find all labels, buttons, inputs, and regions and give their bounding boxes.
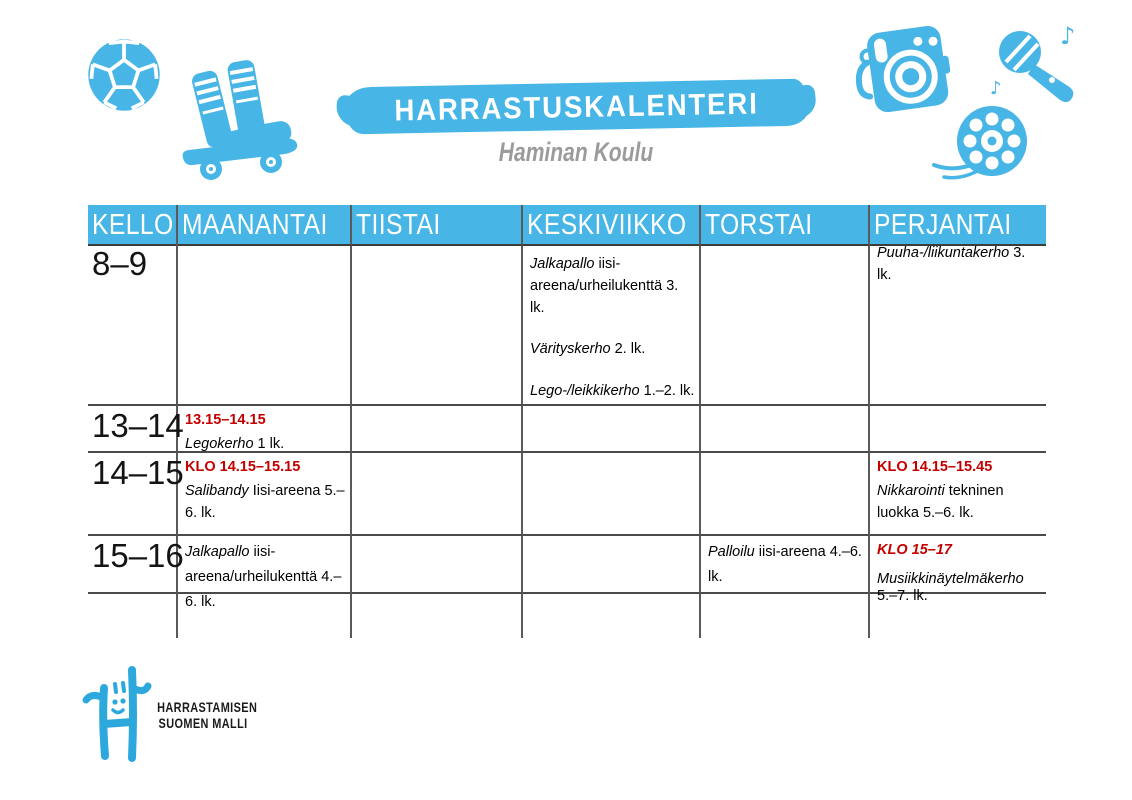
cell-fri-14-15 bbox=[870, 453, 1046, 536]
cell-empty-wed bbox=[523, 594, 701, 638]
cell-mon-15-16 bbox=[178, 536, 352, 610]
header-maanantai: MAANANTAI bbox=[178, 205, 352, 246]
event-lego-club: 13.15–14.15 Legokerho 1 lk. bbox=[185, 412, 285, 452]
cell-wed-13-14 bbox=[523, 406, 701, 453]
cell-fri-15-16 bbox=[870, 536, 1046, 605]
event-football-3lk: Jalkapallo iisi-areena/urheilukenttä 3. lk. bbox=[530, 256, 679, 316]
cell-tue-15-16 bbox=[352, 536, 523, 594]
logo-line1: HARRASTAMISEN bbox=[157, 699, 258, 715]
harrastamisen-suomen-malli-logo-icon bbox=[80, 658, 152, 766]
cell-wed-8-9 bbox=[523, 246, 701, 406]
logo-line2: SUOMEN MALLI bbox=[158, 715, 248, 732]
event-floorball: KLO 14.15–15.15 Salibandy Iisi-areena 5.–6. lk. bbox=[185, 459, 345, 521]
event-carpentry: KLO 14.15–15.45 Nikkarointi tekninen luokka 5.–6. lk. bbox=[877, 459, 1004, 521]
header-keskiviikko: KESKIVIIKKO bbox=[523, 205, 701, 246]
time-label-14-15: 14–15 bbox=[88, 453, 178, 536]
event-lego-play-club: Lego-/leikkikerho 1.–2. lk. bbox=[530, 383, 695, 399]
svg-text:♪: ♪ bbox=[990, 78, 1002, 99]
cell-wed-14-15 bbox=[523, 453, 701, 536]
time-label-13-14: 13–14 bbox=[88, 406, 178, 453]
cell-mon-14-15 bbox=[178, 453, 352, 536]
title-brush-banner bbox=[345, 79, 809, 135]
page-title: HARRASTUSKALENTERI bbox=[394, 87, 759, 128]
soccer-ball-icon bbox=[86, 37, 162, 113]
event-musical-club: KLO 15–17 Musiikkinäytelmäkerho 5.–7. lk. bbox=[877, 542, 1024, 605]
event-coloring-club: Värityskerho 2. lk. bbox=[530, 341, 646, 358]
svg-text:♪: ♪ bbox=[1060, 24, 1076, 50]
cell-thu-14-15 bbox=[701, 453, 870, 536]
event-football-46lk: Jalkapallo iisi-areena/urheilukenttä 4.–6. lk. bbox=[185, 544, 342, 610]
cell-mon-13-14 bbox=[178, 406, 352, 453]
time-label-8-9: 8–9 bbox=[88, 244, 178, 406]
cell-empty-mon bbox=[178, 594, 352, 638]
time-label-15-16: 15–16 bbox=[88, 536, 178, 594]
cell-mon-8-9 bbox=[178, 246, 352, 406]
cell-tue-13-14 bbox=[352, 406, 523, 453]
film-reel-icon bbox=[930, 103, 1030, 181]
cell-thu-8-9 bbox=[701, 246, 870, 406]
header-torstai: TORSTAI bbox=[701, 205, 870, 246]
calendar-table bbox=[88, 205, 1046, 638]
cell-tue-8-9 bbox=[352, 246, 523, 406]
cell-wed-15-16 bbox=[523, 536, 701, 594]
microphone-icon bbox=[990, 24, 1085, 108]
cell-tue-14-15 bbox=[352, 453, 523, 536]
header-tiistai: TIISTAI bbox=[352, 205, 523, 246]
cell-empty-tue bbox=[352, 594, 523, 638]
cell-empty-kello bbox=[88, 594, 178, 638]
event-activity-club: Puuha-/liikuntakerho 3. lk. bbox=[877, 245, 1026, 283]
cell-fri-8-9 bbox=[870, 243, 1046, 406]
roller-boots-skateboard-icon bbox=[173, 56, 303, 181]
school-name: Haminan Koulu bbox=[499, 137, 654, 167]
header-perjantai: PERJANTAI bbox=[870, 205, 1046, 246]
event-ball-games: Palloilu iisi-areena 4.–6. lk. bbox=[708, 544, 862, 585]
logo-text bbox=[143, 699, 263, 731]
cell-thu-13-14 bbox=[701, 406, 870, 453]
cell-fri-13-14 bbox=[870, 406, 1046, 453]
cell-thu-15-16 bbox=[701, 536, 870, 594]
cell-empty-fri bbox=[870, 594, 1046, 638]
header-kello: KELLO bbox=[88, 205, 178, 246]
cell-empty-thu bbox=[701, 594, 870, 638]
